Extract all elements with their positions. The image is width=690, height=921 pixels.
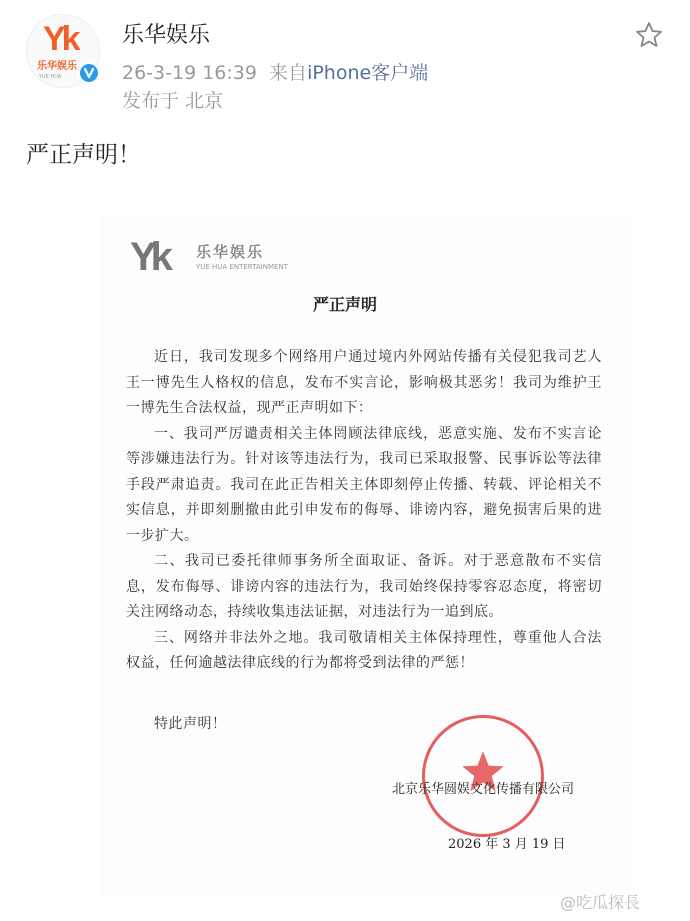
document-logo-en: YUE HUA ENTERTAINMENT bbox=[196, 263, 288, 271]
closing: 特此声明！ bbox=[154, 715, 227, 732]
document-logo bbox=[130, 235, 288, 280]
watermark: @吃瓜探長 bbox=[560, 893, 641, 912]
timestamp: 26-3-19 16:39 bbox=[122, 62, 257, 84]
document-date: 2026 年 3 月 19 日 bbox=[448, 837, 566, 852]
verified-icon bbox=[78, 62, 100, 84]
company-seal bbox=[422, 715, 544, 837]
account-name[interactable]: 乐华娱乐 bbox=[122, 23, 211, 48]
document-body bbox=[126, 345, 602, 737]
post-text: 严正声明！ bbox=[26, 142, 141, 168]
source-link[interactable]: iPhone客户端 bbox=[307, 62, 429, 84]
paragraph: 二、我司已委托律师事务所全面取证、备诉。对于恶意散布不实信息，发布侮辱、诽谤内容的违法行为，我司始终保持零容忍态度，将密切关注网络动态，持续收集违法证据，对违法行为一追到底。 bbox=[126, 553, 602, 620]
avatar-logo-text: 乐华娱乐 bbox=[37, 61, 77, 72]
logo-mark: Yk bbox=[130, 235, 167, 279]
post-meta bbox=[122, 58, 428, 85]
document-logo-cn: 乐华娱乐 bbox=[196, 243, 265, 261]
paragraph: 三、网络并非法外之地。我司敬请相关主体保持理性，尊重他人合法权益，任何逾越法律底线的行为都将受到法律的严惩！ bbox=[126, 629, 602, 671]
source-prefix: 来自 bbox=[269, 62, 308, 84]
avatar-logo-en: YUE HUA bbox=[39, 74, 62, 80]
star-icon[interactable] bbox=[634, 20, 664, 50]
paragraph: 一、我司严厉谴责相关主体罔顾法律底线，恶意实施、发布不实言论等涉嫌违法行为。针对该等违法行为，我司已采取报警、民事诉讼等法律手段严肃追责。我司在此正告相关主体即刻停止传播、转载、评论相关不实信息，并即刻删撤由此引申发布的侮辱、诽谤内容，避免损害后果的进一步扩大。 bbox=[126, 425, 602, 544]
statement-image[interactable] bbox=[100, 215, 630, 895]
document-title: 严正声明 bbox=[312, 295, 377, 314]
paragraph: 近日，我司发现多个网络用户通过境内外网站传播有关侵犯我司艺人王一博先生人格权的信息，发布不实言论，影响极其恶劣！我司为维护王一博先生合法权益，现严正声明如下： bbox=[126, 349, 602, 416]
post-location: 发布于 北京 bbox=[122, 90, 224, 112]
company-name: 北京乐华圆娱文化传播有限公司 bbox=[392, 782, 575, 797]
logo-mark: Yk bbox=[43, 20, 77, 58]
